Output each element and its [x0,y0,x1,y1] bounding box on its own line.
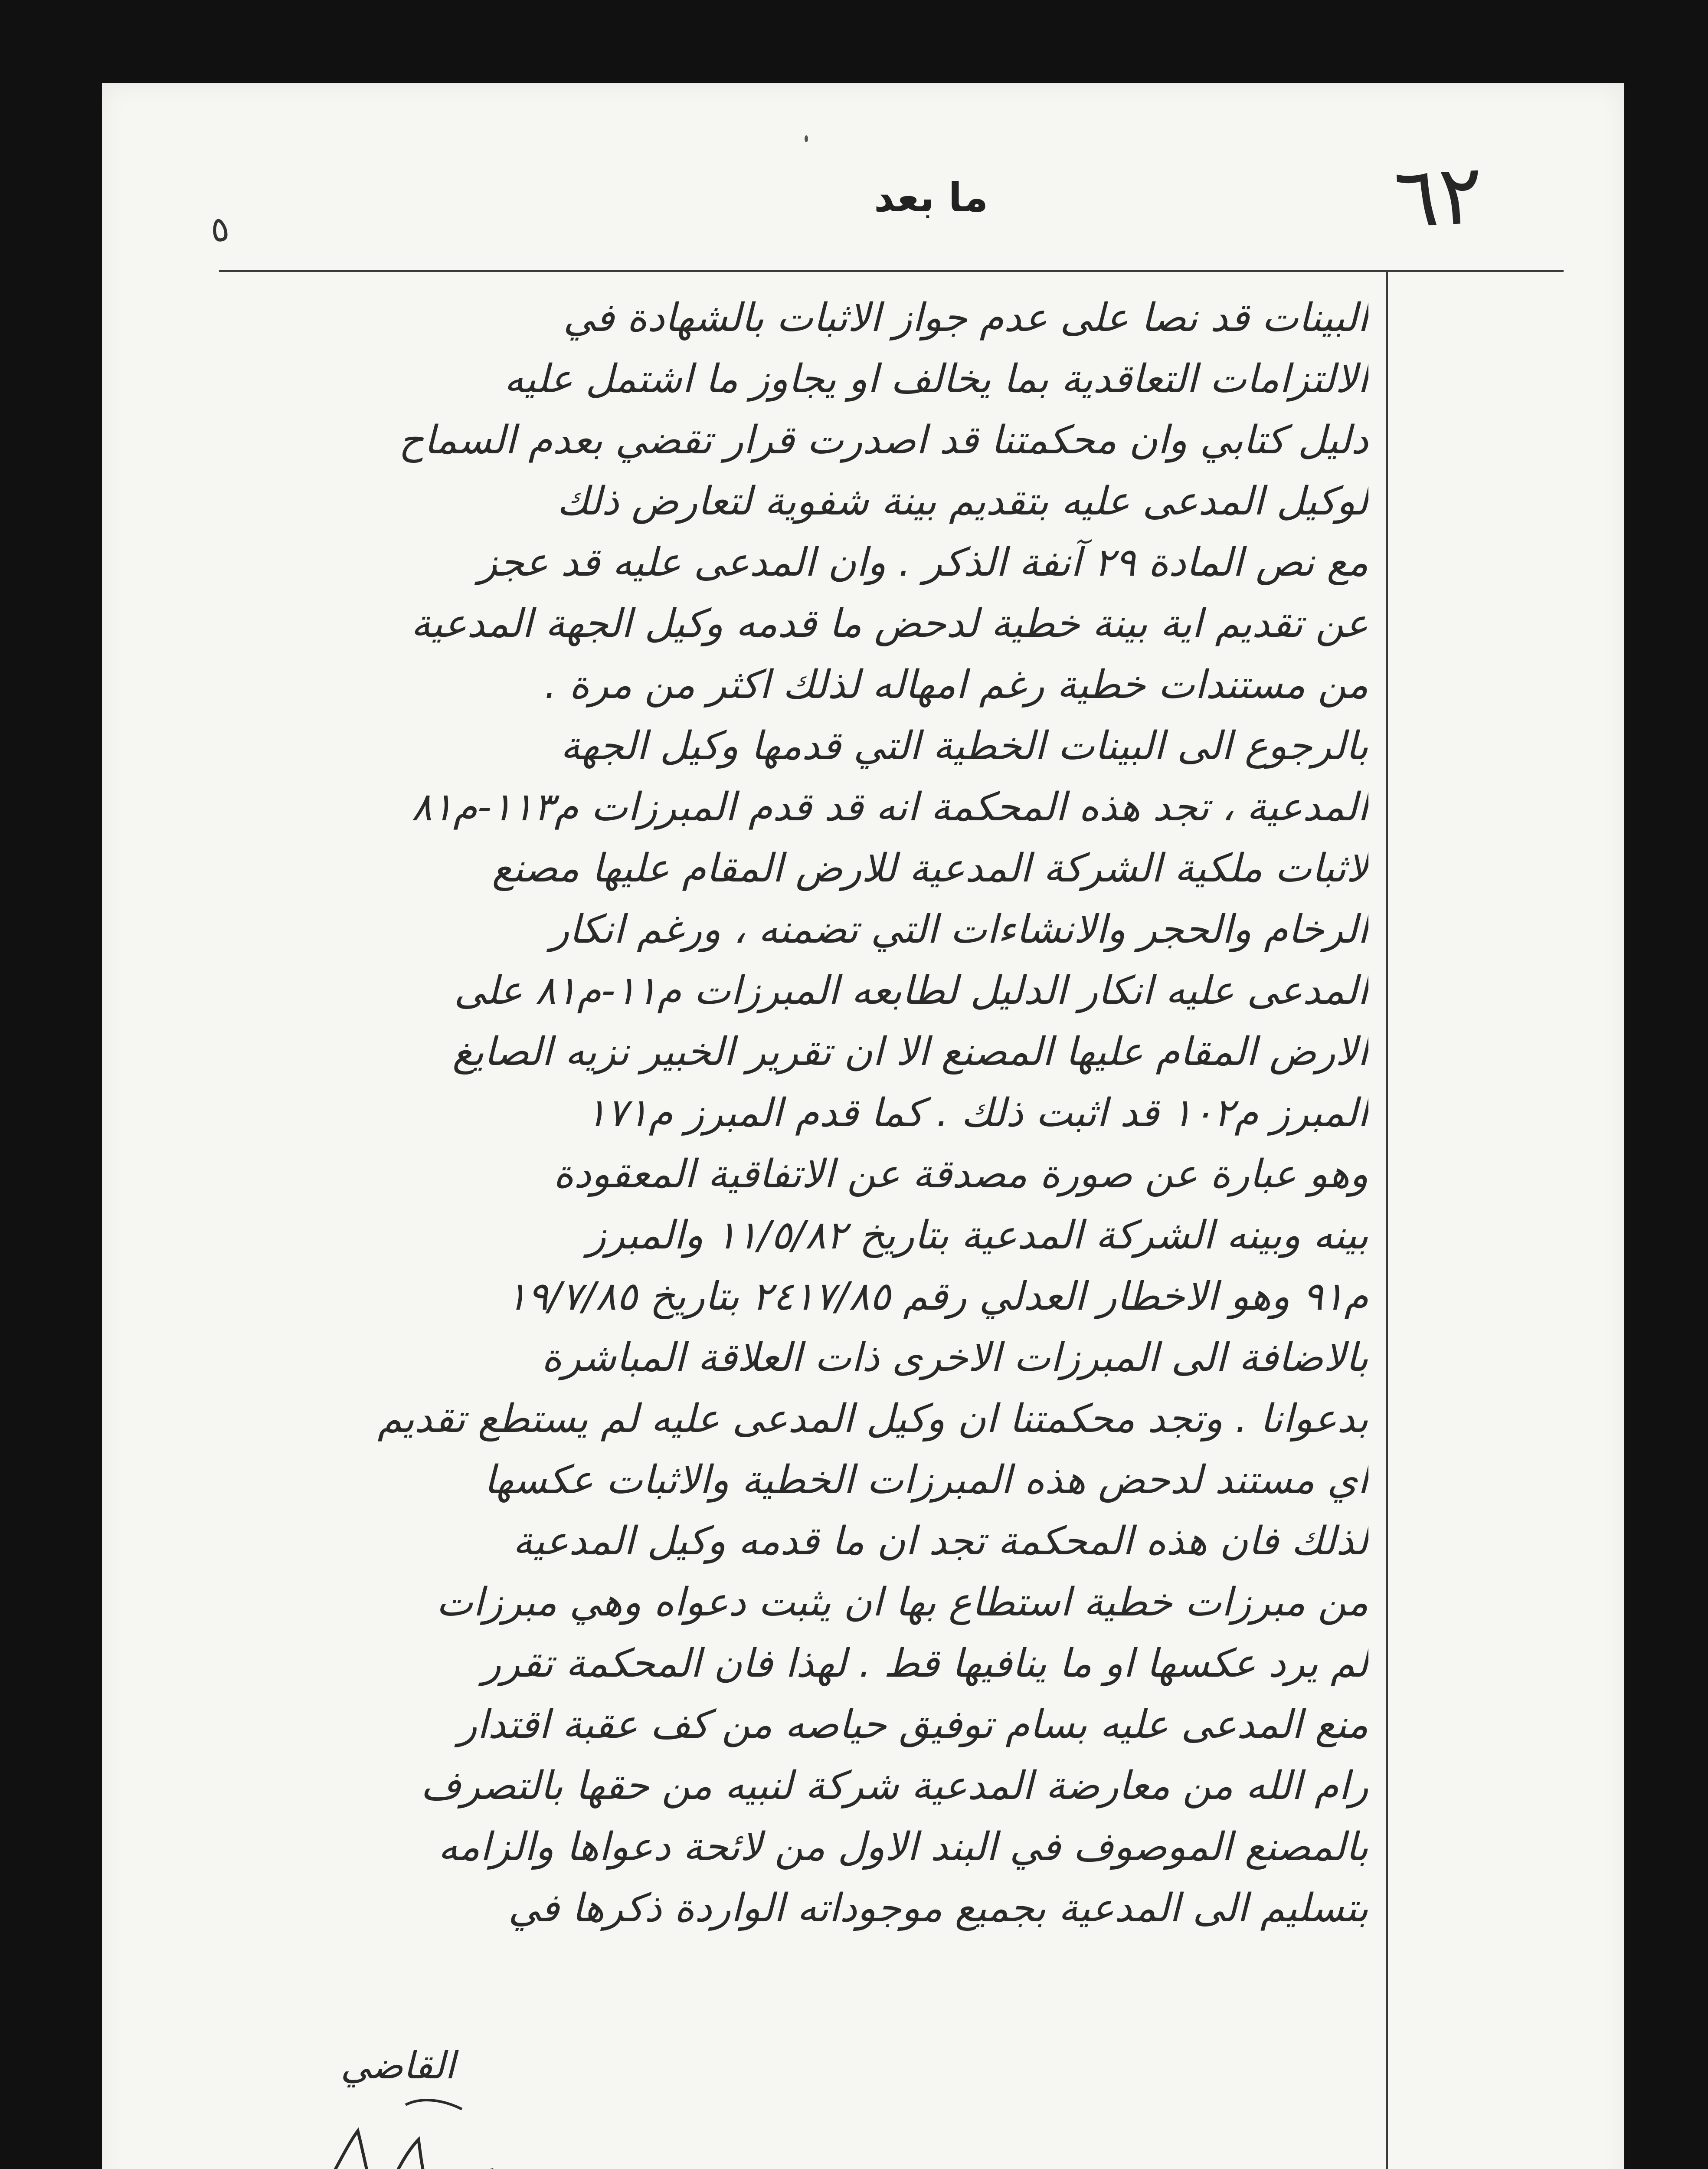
body-line: وهو عبارة عن صورة مصدقة عن الاتفاقية المعقودة [553,1151,1368,1197]
body-line: بينه وبينه الشركة المدعية بتاريخ ١١/٥/٨٢ والمبرز [587,1212,1368,1258]
body-line: الالتزامات التعاقدية بما يخالف او يجاوز ما اشتمل عليه [504,356,1368,402]
body-line: م٩١ وهو الاخطار العدلي رقم ٢٤١٧/٨٥ بتاريخ ١٩/٧/٨٥ [506,1274,1368,1319]
body-line: المبرز م١٠٢ قد اثبت ذلك . كما قدم المبرز م١٧١ [586,1090,1368,1136]
scan-speck [805,135,808,142]
header-rule [219,270,1564,272]
body-line: لوكيل المدعى عليه بتقديم بينة شفوية لتعارض ذلك [557,478,1368,524]
header-title: ما بعد [874,174,988,221]
page-header [102,83,1624,274]
body-line: بالرجوع الى البينات الخطية التي قدمها وكيل الجهة [560,723,1368,769]
body-line: اي مستند لدحض هذه المبرزات الخطية والاثبات عكسها [484,1457,1368,1503]
body-line: مع نص المادة ٢٩ آنفة الذكر . وان المدعى عليه قد عجز [478,540,1368,585]
body-line: منع المدعى عليه بسام توفيق حياصه من كف عقبة اقتدار [458,1702,1368,1747]
judge-label: القاضي [340,2044,455,2087]
body-line: لاثبات ملكية الشركة المدعية للارض المقام عليها مصنع [492,845,1368,891]
corner-mark: ٥ [207,207,232,251]
body-line: بالاضافة الى المبرزات الاخرى ذات العلاقة المباشرة [541,1335,1368,1380]
body-line: بدعوانا . وتجد محكمتنا ان وكيل المدعى عليه لم يستطع تقديم [377,1396,1368,1442]
body-line: بالمصنع الموصوف في البند الاول من لائحة دعواها والزامه [438,1824,1368,1870]
body-line: عن تقديم اية بينة خطية لدحض ما قدمه وكيل الجهة المدعية [411,601,1368,646]
body-line: المدعى عليه انكار الدليل لطابعه المبرزات م١١-م٨١ على [454,968,1368,1013]
handwritten-body [206,287,1368,1939]
body-line: لم يرد عكسها او ما ينافيها قط . لهذا فان المحكمة تقرر [482,1641,1368,1686]
signature-scribble [163,2079,544,2169]
body-line: البينات قد نصا على عدم جواز الاثبات بالشهادة في [563,295,1368,341]
body-line: الرخام والحجر والانشاءات التي تضمنه ، ورغم انكار [550,907,1368,952]
body-line: دليل كتابي وان محكمتنا قد اصدرت قرار تقضي بعدم السماح [399,417,1368,463]
margin-rule [1386,270,1388,2169]
signature-block [163,2044,553,2169]
body-line: المدعية ، تجد هذه المحكمة انه قد قدم المبرزات م١١٣-م٨١ [411,784,1368,830]
body-line: لذلك فان هذه المحكمة تجد ان ما قدمه وكيل المدعية [513,1518,1368,1564]
body-line: من مستندات خطية رغم امهاله لذلك اكثر من مرة . [544,662,1368,708]
body-line: الارض المقام عليها المصنع الا ان تقرير الخبير نزيه الصايغ [452,1029,1368,1075]
handwritten-page-number: ٦٢ [1392,146,1486,247]
document-page [102,83,1624,2169]
body-line: من مبرزات خطية استطاع بها ان يثبت دعواه وهي مبرزات [436,1579,1368,1625]
body-line: بتسليم الى المدعية بجميع موجوداته الواردة ذكرها في [508,1885,1368,1931]
body-line: رام الله من معارضة المدعية شركة لنبيه من حقها بالتصرف [420,1763,1368,1809]
